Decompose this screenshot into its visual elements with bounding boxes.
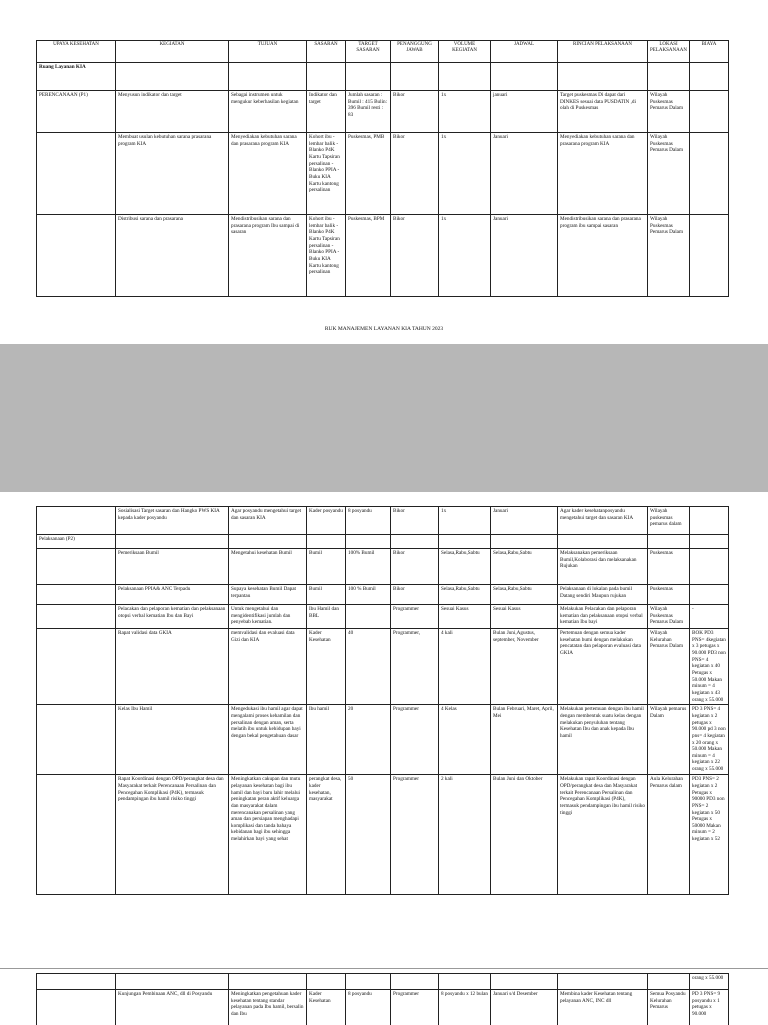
cell-upaya xyxy=(37,990,116,1025)
cell-volume: Selasa,Rabu,Sabtu xyxy=(439,585,491,605)
header-tujuan: TUJUAN xyxy=(229,41,307,63)
cell-sasaran: Bumil xyxy=(307,549,346,585)
cell-jadwal: Sesuai Kasus xyxy=(491,605,558,629)
cell-jadwal xyxy=(491,535,558,549)
document-page-3 xyxy=(0,968,768,1025)
cell-jadwal: Selasa,Rabu,Sabtu xyxy=(491,585,558,605)
cell-penanggung-jawab: Bikor xyxy=(391,549,439,585)
header-volume: VOLUME KEGIATAN xyxy=(439,41,491,63)
cell-tujuan: Meningkatkan pengetahuan kader kesehatan tentang standar pelayanan pada Ibu hamil, bersalin dan Ibu xyxy=(229,990,307,1025)
cell-volume xyxy=(439,535,491,549)
cell-target: 100% Bumil xyxy=(346,549,391,585)
cell-rincian: Pelaksanaan di lokalan pada bumil Datang sendiri Maupun rujukan xyxy=(558,585,648,605)
cell-kegiatan: Kunjungan Pembinaan ANC, dll di Posyandu xyxy=(116,990,229,1025)
cell-volume: Selasa,Rabu,Sabtu xyxy=(439,549,491,585)
header-jadwal: JADWAL xyxy=(491,41,558,63)
cell-lokasi: Wilayah pemarus Dalam xyxy=(648,705,690,775)
cell-target: 40 xyxy=(346,629,391,705)
cell-sasaran: Kader Kesehatan xyxy=(307,629,346,705)
cell-target: 100 % Bumil xyxy=(346,585,391,605)
cell-volume: Sesuai Kasus xyxy=(439,605,491,629)
cell-target: 8 posyandu xyxy=(346,990,391,1025)
cell-tujuan: Mendistribusikan sarana dan prasarana program Ibu sampai di sasaran xyxy=(229,215,307,297)
cell-tujuan: Menyediakan kebutuhan sarana dan prasarana program KIA xyxy=(229,133,307,215)
cell-lokasi: Wilayah Puskesmas Pemarus Dalam xyxy=(648,605,690,629)
section-title: Ruang Layanan KIA xyxy=(37,63,116,91)
header-upaya: UPAYA KESEHATAN xyxy=(37,41,116,63)
cell-volume: 4 kali xyxy=(439,629,491,705)
table-row xyxy=(37,133,729,215)
cell-rincian: Target puskesmas Di dapat dari DINKES sesuai data PUSDATIN ,di olah di Puskesmas xyxy=(558,91,648,133)
cell-volume: 4 Kelas xyxy=(439,705,491,775)
cell-biaya xyxy=(690,585,729,605)
carry-row xyxy=(37,974,729,990)
cell-upaya xyxy=(37,585,116,605)
carry-over-cost: orang x 55.000 xyxy=(690,974,729,990)
table-row xyxy=(37,775,729,895)
cell-sasaran: Kohort ibu - lembar balik - Blanko P4K Kartu Tapsiran persalinan - Blanko PPIA - Buku KIA Kartu kantong persalinan xyxy=(307,215,346,297)
cell-rincian: Agar kader kesehatanposyandu mengetahui target dan sasaran KIA xyxy=(558,507,648,535)
cell-target: 8 posyandu xyxy=(346,507,391,535)
cell-penanggung-jawab: Programmer xyxy=(391,605,439,629)
cell-tujuan: Supaya kesehatan Bumil Dapat terpantau xyxy=(229,585,307,605)
cell-upaya xyxy=(37,705,116,775)
cell-biaya xyxy=(690,535,729,549)
cell-sasaran xyxy=(307,535,346,549)
cell-jadwal: Bulan Juni dan Oktober xyxy=(491,775,558,895)
cell-biaya xyxy=(690,507,729,535)
cell-jadwal: Januari xyxy=(491,507,558,535)
cell-sasaran: Kader posyandu xyxy=(307,507,346,535)
cell-jadwal: Januari xyxy=(491,133,558,215)
cell-kegiatan: Menyusun indikator dan target xyxy=(116,91,229,133)
cell-tujuan: Sebagai instrumen untuk mengukur keberhasilan kegiatan xyxy=(229,91,307,133)
header-sasaran: SASARAN xyxy=(307,41,346,63)
cell-biaya xyxy=(690,91,729,133)
cell-biaya: - xyxy=(690,605,729,629)
cell-kegiatan: Sosialisasi Target sasaran dan Hangko PWS KIA kepada kader posyandu xyxy=(116,507,229,535)
table-row xyxy=(37,585,729,605)
table-row xyxy=(37,507,729,535)
cell-tujuan: Mengetahui kesehatan Bumil xyxy=(229,549,307,585)
cell-jadwal: Selasa,Rabu,Sabtu xyxy=(491,549,558,585)
cell-kegiatan: Membuat usulan kebutuhan sarana prasarana program KIA xyxy=(116,133,229,215)
cell-kegiatan: Distribusi sarana dan prasarana xyxy=(116,215,229,297)
cell-rincian: Menyediakan kebutuhan sarana dan prasarana program KIA xyxy=(558,133,648,215)
table-row xyxy=(37,605,729,629)
cell-rincian: Melakukan pertemuan dengan ibu hamil dengan membentuk suatu kelas dengan melakukan penyuluhan tentang Kesehatan Ibu dan anak kepada Ibu hamil xyxy=(558,705,648,775)
cell-jadwal: Januari xyxy=(491,215,558,297)
cell-sasaran: Bumil xyxy=(307,585,346,605)
cell-biaya: PD 3 PNS= 9 posyandu x 1 petugas x 90.000 xyxy=(690,990,729,1025)
table-row xyxy=(37,629,729,705)
cell-upaya xyxy=(37,605,116,629)
cell-lokasi: Wilayah Puskesmas Pemarus Dalam xyxy=(648,133,690,215)
cell-tujuan: Agar posyandu mengetahui target dan sasaran KIA xyxy=(229,507,307,535)
cell-penanggung-jawab: Programmer xyxy=(391,705,439,775)
cell-lokasi xyxy=(648,535,690,549)
cell-volume: 1x xyxy=(439,507,491,535)
cell-penanggung-jawab: Programmer xyxy=(391,990,439,1025)
cell-lokasi: Wilayah Puskesmas Pemarus Dalam xyxy=(648,215,690,297)
header-penanggung: PENANGGUNG JAWAB xyxy=(391,41,439,63)
cell-sasaran: Kohort ibu - lembar balik - Blanko P4K Kartu Tapsiran persalinan - Blanko PPIA - Buku KIA Kartu kantong persalinan xyxy=(307,133,346,215)
cell-kegiatan: Pelacakan dan pelaporan kematian dan pelaksanaan otopsi verbal kematian Ibu dan Bayi xyxy=(116,605,229,629)
cell-target: Puskesmas, BPM xyxy=(346,215,391,297)
table-row xyxy=(37,215,729,297)
table-row xyxy=(37,705,729,775)
cell-penanggung-jawab: Bikor xyxy=(391,507,439,535)
cell-jadwal: januari xyxy=(491,91,558,133)
cell-penanggung-jawab xyxy=(391,535,439,549)
cell-kegiatan: Pelaksanaan PPIA& ANC Terpadu xyxy=(116,585,229,605)
cell-target: Puskesmas, PMB xyxy=(346,133,391,215)
cell-lokasi: Wilayah Puskesmas Pemarus Dalam xyxy=(648,91,690,133)
cell-sasaran: Ibu hamil xyxy=(307,705,346,775)
cell-tujuan: Meningkatkan cakupan dan mutu pelayanan kesehatan bagi ibu hamil dan bayi baru lahir melalui peningkatan peran aktif keluarga dan masyarakat dalam merencanakan persalinan yang aman dan persiapan menghadapi komplikasi dan tanda bahaya kebidanan bagi ibu sehingga melahirkan bayi yang sehat xyxy=(229,775,307,895)
table-row xyxy=(37,990,729,1025)
cell-volume: 1x xyxy=(439,91,491,133)
section-row xyxy=(37,63,729,91)
header-biaya: BIAYA xyxy=(690,41,729,63)
cell-lokasi: Puskesmas xyxy=(648,549,690,585)
cell-jadwal: Bulan Februari, Maret, April, Mei xyxy=(491,705,558,775)
table-row xyxy=(37,535,729,549)
table-header-row xyxy=(37,41,729,63)
cell-tujuan: memvalidasi dan evaluasi data Gizi dan KIA xyxy=(229,629,307,705)
cell-biaya: PD 3 PNS= 4 kegiatan x 2 petugas x 90.000 pd 3 non pns= 4 kegiatan x 20 orang x 50.000 Makan minum = 4 kegiatan x 22 orang x 55.000 xyxy=(690,705,729,775)
cell-tujuan: Untuk mengetahui dan mengidentifikasi jumlah dan penyebab kematian. xyxy=(229,605,307,629)
cell-sasaran: perangkat desa, kader kesehatan, masyarakat xyxy=(307,775,346,895)
header-kegiatan: KEGIATAN xyxy=(116,41,229,63)
cell-upaya: Pelaksanaan (P2) xyxy=(37,535,116,549)
cell-target: 50 xyxy=(346,775,391,895)
cell-lokasi: Semua Posyandu Kelurahan Pemarus xyxy=(648,990,690,1025)
cell-sasaran: Ibu Hamil dan BBL xyxy=(307,605,346,629)
cell-kegiatan xyxy=(116,535,229,549)
header-target: TARGET SASARAN xyxy=(346,41,391,63)
cell-lokasi: Wilayah Kelurahan Pemarus Dalam xyxy=(648,629,690,705)
cell-volume: 2 kali xyxy=(439,775,491,895)
cell-rincian: Melakukan Pelacakan dan pelaporan kematian dan pelaksanaan otopsi verbal kematian Ibu bayi xyxy=(558,605,648,629)
cell-kegiatan: Pemeriksaan Bumil xyxy=(116,549,229,585)
cell-target xyxy=(346,605,391,629)
cell-sasaran: Kader Kesehatan xyxy=(307,990,346,1025)
cell-volume: 1x xyxy=(439,133,491,215)
cell-penanggung-jawab: Programmer, xyxy=(391,629,439,705)
cell-rincian: Mendistribusikan sarana dan prasarana program ibu sampai sasaran xyxy=(558,215,648,297)
cell-penanggung-jawab: Bikor xyxy=(391,585,439,605)
cell-upaya xyxy=(37,507,116,535)
cell-penanggung-jawab: Bikor xyxy=(391,91,439,133)
cell-kegiatan: Rapat validasi data GKIA xyxy=(116,629,229,705)
cell-penanggung-jawab: Bikor xyxy=(391,133,439,215)
cell-target xyxy=(346,535,391,549)
cell-penanggung-jawab: Bikor xyxy=(391,215,439,297)
ruk-table-page-3 xyxy=(36,973,729,1025)
table-row xyxy=(37,91,729,133)
cell-upaya xyxy=(37,549,116,585)
cell-lokasi: Puskesmas xyxy=(648,585,690,605)
cell-upaya: PERENCANAAN (P1) xyxy=(37,91,116,133)
header-lokasi: LOKASI PELAKSANAAN xyxy=(648,41,690,63)
cell-lokasi: Wilayah puskesmas pemarus dalam xyxy=(648,507,690,535)
cell-kegiatan: Rapat Koordinasi dengan OPD/perangkat desa dan Masyarakat terkait Perencanaan Persalinan dan Pencegahan Komplikasi (P4K), termasuk pendampingan ibu hamil risiko tinggi xyxy=(116,775,229,895)
cell-rincian: Pertemuan dengan semua kader kesehatan bumi dengan melakukan pencatatan dan pelaporan evaluasi data GKIA xyxy=(558,629,648,705)
ruk-table-page-1 xyxy=(36,40,729,297)
page-footer: RUK MANAJEMEN LAYANAN KIA TAHUN 2023 xyxy=(0,326,768,332)
cell-rincian: Membina kader Kesehatan tentang pelayanan ANC, INC dll xyxy=(558,990,648,1025)
cell-upaya xyxy=(37,215,116,297)
header-rincian: RINCIAN PELAKSANAAN xyxy=(558,41,648,63)
cell-upaya xyxy=(37,775,116,895)
cell-target: Jumlah sasaran : Bumil : 415 Bulin: 396 Bumil resti : 83 xyxy=(346,91,391,133)
document-page-1 xyxy=(0,0,768,344)
cell-biaya: BOK PD3 PNS= 4kegiatan x 3 petugas x 90.000 PD3 non PNS= 4 kegiatan x 40 Petugas x 50.000 Makan minum = 4 kegiatan x 43 orang x 55.000 xyxy=(690,629,729,705)
cell-jadwal: Januari s/d Desember xyxy=(491,990,558,1025)
cell-biaya xyxy=(690,549,729,585)
cell-tujuan: Mengedukasi ibu hamil agar dapat mengalami proses kehamilan dan persalinan dengan aman, serta melatih ibu untuk kehidupan bayi dengan bekal pengetahuan dasar xyxy=(229,705,307,775)
cell-biaya xyxy=(690,133,729,215)
cell-rincian: Melaksanakan pemeriksaan Bumil,Kolaborasi dan melaksanakan Rujukan xyxy=(558,549,648,585)
cell-sasaran: Indikator dan target xyxy=(307,91,346,133)
cell-rincian: Melakukan rapat Koordinasi dengan OPD/perangkat desa dan Masyarakat terkait Perencanaan Persalinan dan Pencegahan Komplikasi (P4K), termasuk pendampingan ibu hamil risiko tinggi xyxy=(558,775,648,895)
cell-tujuan xyxy=(229,535,307,549)
cell-volume: 1x xyxy=(439,215,491,297)
cell-volume: 8 posyandu x 12 bulan xyxy=(439,990,491,1025)
cell-lokasi: Aula Kelurahan Pemarus dalam xyxy=(648,775,690,895)
document-page-2 xyxy=(0,492,768,976)
ruk-table-page-2 xyxy=(36,506,729,895)
cell-biaya: PD3 PNS= 2 kegiatan x 2 Petugas x 90000 PD3 non PNS= 2 kegiatan x 50 Petugas x 50000 Makan minum = 2 kegiatan x 52 xyxy=(690,775,729,895)
cell-jadwal: Bulan Juni,Agustus, september, November xyxy=(491,629,558,705)
cell-penanggung-jawab: Programmer xyxy=(391,775,439,895)
cell-biaya xyxy=(690,215,729,297)
cell-upaya xyxy=(37,629,116,705)
table-row xyxy=(37,549,729,585)
cell-target: 20 xyxy=(346,705,391,775)
cell-kegiatan: Kelas Ibu Hamil xyxy=(116,705,229,775)
cell-rincian xyxy=(558,535,648,549)
cell-upaya xyxy=(37,133,116,215)
